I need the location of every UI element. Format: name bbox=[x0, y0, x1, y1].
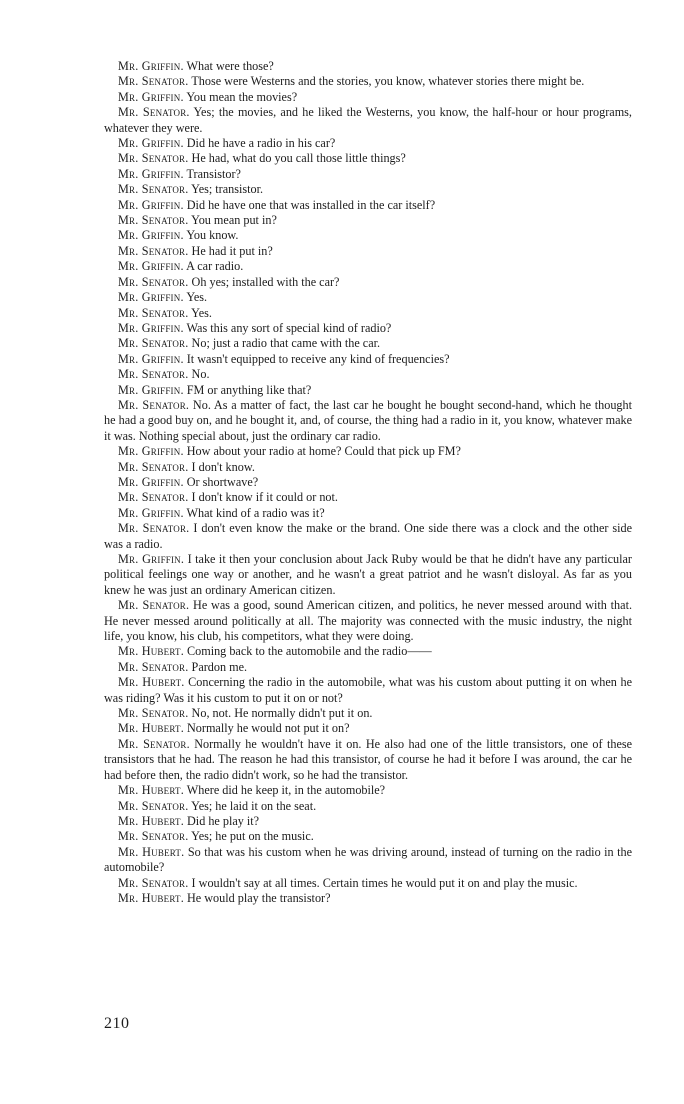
speaker-name: Mr. Hubert. bbox=[118, 721, 184, 736]
transcript-paragraph bbox=[104, 105, 632, 136]
transcript-paragraph bbox=[104, 475, 632, 490]
transcript-paragraph bbox=[104, 644, 632, 659]
speaker-name: Mr. Hubert. bbox=[118, 890, 184, 905]
utterance-text: A car radio. bbox=[186, 259, 244, 274]
transcript-paragraph bbox=[104, 706, 632, 721]
utterance-text: No; just a radio that came with the car. bbox=[191, 336, 381, 351]
transcript-paragraph bbox=[104, 259, 632, 274]
transcript-paragraph bbox=[104, 167, 632, 182]
utterance-text: I don't even know the make or the brand. One side there was a clock and the other side was a radio. bbox=[104, 521, 633, 551]
utterance-text: Was this any sort of special kind of radio? bbox=[186, 320, 392, 335]
speaker-name: Mr. Senator. bbox=[118, 274, 189, 289]
speaker-name: Mr. Senator. bbox=[118, 459, 189, 474]
speaker-name: Mr. Senator. bbox=[118, 706, 189, 721]
transcript-paragraph bbox=[104, 213, 632, 228]
speaker-name: Mr. Griffin. bbox=[118, 59, 184, 73]
speaker-name: Mr. Senator. bbox=[118, 336, 189, 351]
speaker-name: Mr. Griffin. bbox=[118, 444, 184, 459]
utterance-text: Oh yes; installed with the car? bbox=[191, 274, 340, 289]
speaker-name: Mr. Hubert. bbox=[118, 675, 185, 690]
utterance-text: He would play the transistor? bbox=[187, 890, 331, 905]
speaker-name: Mr. Senator. bbox=[118, 798, 189, 813]
utterance-text: I wouldn't say at all times. Certain times he would put it on and play the music. bbox=[191, 875, 578, 890]
utterance-text: Yes; transistor. bbox=[191, 182, 264, 197]
transcript-paragraph bbox=[104, 845, 632, 876]
transcript-paragraph bbox=[104, 675, 632, 706]
utterance-text: Coming back to the automobile and the radio—— bbox=[187, 644, 432, 659]
speaker-name: Mr. Senator. bbox=[118, 397, 190, 412]
utterance-text: Yes. bbox=[186, 290, 208, 305]
transcript-body bbox=[104, 59, 632, 906]
utterance-text: Yes. bbox=[191, 305, 212, 320]
speaker-name: Mr. Senator. bbox=[118, 182, 189, 197]
utterance-text: I take it then your conclusion about Jack Ruby would be that he didn't have any particular political feelings one way or another, and he wasn't a great patriot and he wasn't disloyal. As far as you knew he was just an ordinary American citizen. bbox=[104, 552, 632, 597]
utterance-text: You mean the movies? bbox=[186, 89, 298, 104]
transcript-paragraph bbox=[104, 598, 632, 644]
utterance-text: Those were Westerns and the stories, you know, whatever stories there might be. bbox=[191, 74, 585, 89]
speaker-name: Mr. Griffin. bbox=[118, 320, 184, 335]
speaker-name: Mr. Senator. bbox=[118, 659, 189, 674]
speaker-name: Mr. Griffin. bbox=[118, 136, 184, 151]
utterance-text: Normally he would not put it on? bbox=[187, 721, 350, 736]
utterance-text: Yes; he laid it on the seat. bbox=[191, 798, 317, 813]
utterance-text: I don't know. bbox=[191, 459, 255, 474]
transcript-paragraph bbox=[104, 814, 632, 829]
speaker-name: Mr. Griffin. bbox=[118, 382, 184, 397]
transcript-paragraph bbox=[104, 198, 632, 213]
utterance-text: No. bbox=[191, 367, 210, 382]
transcript-paragraph bbox=[104, 521, 632, 552]
transcript-paragraph bbox=[104, 228, 632, 243]
speaker-name: Mr. Hubert. bbox=[118, 813, 184, 828]
utterance-text: Normally he wouldn't have it on. He also had one of the little transistors, one of these transistors that he had. The reason he had this transistor, of course he had it before I was around, the car he had before then, the radio didn't work, so he had the transistor. bbox=[104, 736, 632, 782]
utterance-text: Yes; the movies, and he liked the Westerns, you know, the half-hour or hour programs, whatever they were. bbox=[104, 105, 632, 135]
utterance-text: How about your radio at home? Could that pick up FM? bbox=[186, 444, 461, 459]
speaker-name: Mr. Griffin. bbox=[118, 197, 184, 212]
speaker-name: Mr. Griffin. bbox=[118, 290, 184, 305]
utterance-text: He was a good, sound American citizen, and politics, he never messed around with that. He never messed around politically at all. The majority was connected with the music industry, the night life, you know, his club, his competitors, what they were doing. bbox=[104, 598, 632, 644]
utterance-text: What were those? bbox=[186, 59, 274, 73]
utterance-text: Yes; he put on the music. bbox=[191, 829, 314, 844]
utterance-text: No. As a matter of fact, the last car he bought he bought second-hand, which he thought he had a good buy on, and he bought it, and, of course, the thing had a radio in it, you know, whatever make it was. Nothing special about, just the ordinary car radio. bbox=[104, 397, 633, 443]
transcript-paragraph bbox=[104, 737, 632, 783]
speaker-name: Mr. Senator. bbox=[118, 213, 189, 228]
transcript-paragraph bbox=[104, 74, 632, 89]
transcript-paragraph bbox=[104, 90, 632, 105]
transcript-paragraph bbox=[104, 182, 632, 197]
speaker-name: Mr. Griffin. bbox=[118, 552, 185, 566]
transcript-paragraph bbox=[104, 398, 632, 444]
utterance-text: Pardon me. bbox=[191, 659, 248, 674]
transcript-paragraph bbox=[104, 783, 632, 798]
transcript-paragraph bbox=[104, 799, 632, 814]
utterance-text: Or shortwave? bbox=[186, 474, 259, 489]
speaker-name: Mr. Griffin. bbox=[118, 351, 184, 366]
utterance-text: You know. bbox=[186, 228, 239, 243]
speaker-name: Mr. Senator. bbox=[118, 105, 190, 120]
speaker-name: Mr. Hubert. bbox=[118, 644, 184, 659]
speaker-name: Mr. Hubert. bbox=[118, 783, 184, 798]
transcript-paragraph bbox=[104, 891, 632, 906]
transcript-paragraph bbox=[104, 383, 632, 398]
transcript-paragraph bbox=[104, 275, 632, 290]
transcript-paragraph bbox=[104, 367, 632, 382]
utterance-text: Concerning the radio in the automobile, what was his custom about putting it on when he was riding? Was it his custom to put it on or not? bbox=[104, 675, 632, 705]
utterance-text: Did he have one that was installed in the car itself? bbox=[186, 197, 436, 212]
speaker-name: Mr. Senator. bbox=[118, 367, 189, 382]
speaker-name: Mr. Griffin. bbox=[118, 166, 184, 181]
speaker-name: Mr. Senator. bbox=[118, 305, 189, 320]
utterance-text: Did he play it? bbox=[187, 813, 260, 828]
transcript-paragraph bbox=[104, 876, 632, 891]
speaker-name: Mr. Griffin. bbox=[118, 474, 184, 489]
transcript-paragraph bbox=[104, 151, 632, 166]
speaker-name: Mr. Senator. bbox=[118, 598, 190, 613]
transcript-paragraph bbox=[104, 136, 632, 151]
speaker-name: Mr. Hubert. bbox=[118, 844, 185, 859]
speaker-name: Mr. Griffin. bbox=[118, 228, 184, 243]
speaker-name: Mr. Senator. bbox=[118, 243, 189, 258]
page-number: 210 bbox=[104, 1015, 130, 1032]
speaker-name: Mr. Senator. bbox=[118, 490, 189, 505]
transcript-paragraph bbox=[104, 490, 632, 505]
speaker-name: Mr. Senator. bbox=[118, 151, 189, 166]
transcript-paragraph bbox=[104, 336, 632, 351]
utterance-text: What kind of a radio was it? bbox=[186, 505, 325, 520]
utterance-text: Did he have a radio in his car? bbox=[186, 136, 336, 151]
speaker-name: Mr. Griffin. bbox=[118, 259, 184, 274]
speaker-name: Mr. Senator. bbox=[118, 875, 189, 890]
transcript-paragraph bbox=[104, 660, 632, 675]
speaker-name: Mr. Senator. bbox=[118, 521, 190, 536]
utterance-text: FM or anything like that? bbox=[186, 382, 312, 397]
speaker-name: Mr. Senator. bbox=[118, 74, 189, 89]
utterance-text: I don't know if it could or not. bbox=[191, 490, 338, 505]
speaker-name: Mr. Senator. bbox=[118, 736, 190, 751]
utterance-text: He had it put in? bbox=[191, 243, 273, 258]
utterance-text: It wasn't equipped to receive any kind of frequencies? bbox=[186, 351, 450, 366]
transcript-paragraph bbox=[104, 506, 632, 521]
transcript-paragraph bbox=[104, 829, 632, 844]
transcript-paragraph bbox=[104, 59, 632, 74]
utterance-text: Where did he keep it, in the automobile? bbox=[186, 783, 386, 798]
utterance-text: No, not. He normally didn't put it on. bbox=[191, 706, 373, 721]
utterance-text: Transistor? bbox=[186, 166, 241, 181]
transcript-paragraph bbox=[104, 244, 632, 259]
transcript-paragraph bbox=[104, 352, 632, 367]
transcript-paragraph bbox=[104, 460, 632, 475]
utterance-text: He had, what do you call those little things? bbox=[191, 151, 406, 166]
utterance-text: So that was his custom when he was driving around, instead of turning on the radio in the automobile? bbox=[104, 844, 632, 875]
transcript-paragraph bbox=[104, 306, 632, 321]
transcript-paragraph bbox=[104, 321, 632, 336]
speaker-name: Mr. Griffin. bbox=[118, 505, 184, 520]
transcript-paragraph bbox=[104, 444, 632, 459]
transcript-paragraph bbox=[104, 552, 632, 598]
transcript-paragraph bbox=[104, 721, 632, 736]
utterance-text: You mean put in? bbox=[191, 213, 277, 228]
speaker-name: Mr. Griffin. bbox=[118, 89, 184, 104]
speaker-name: Mr. Senator. bbox=[118, 829, 189, 844]
transcript-paragraph bbox=[104, 290, 632, 305]
